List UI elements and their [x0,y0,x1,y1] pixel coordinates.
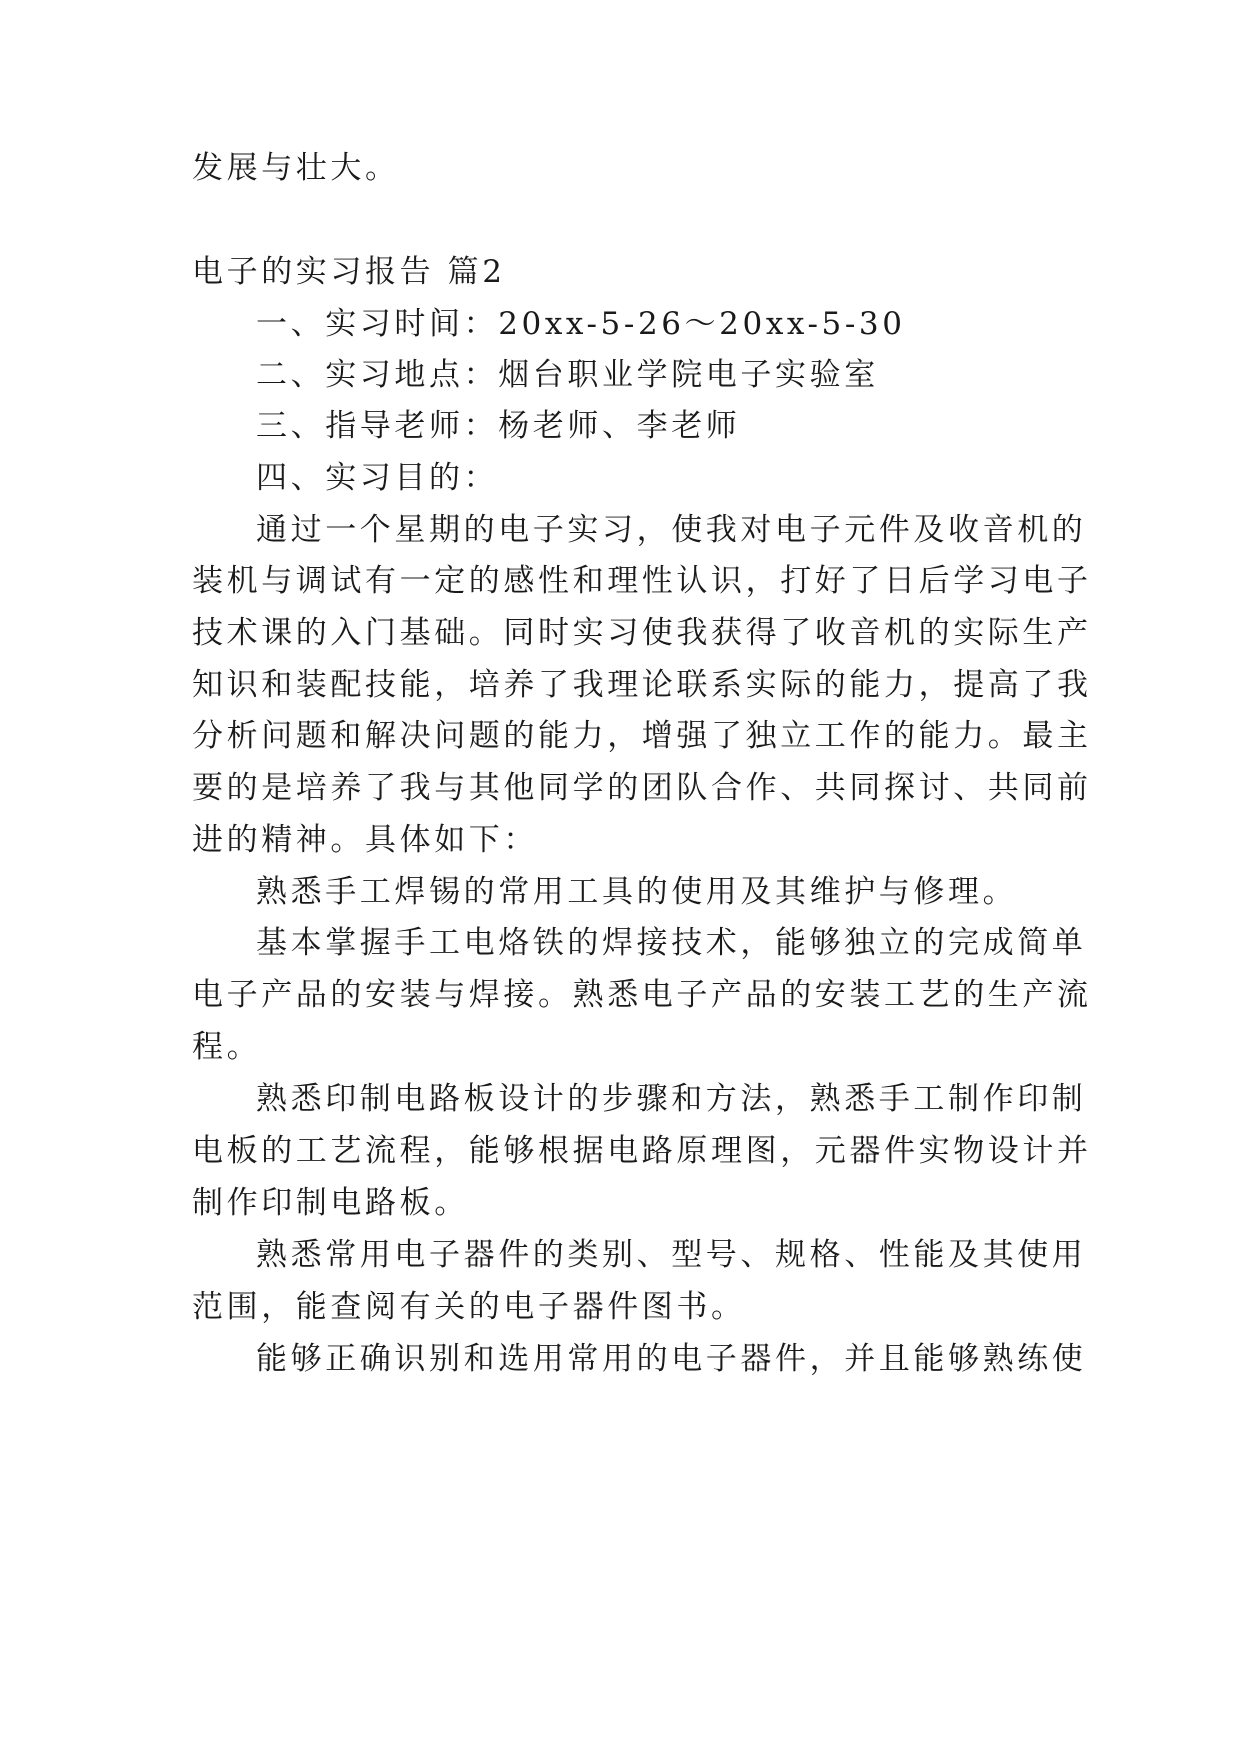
paragraph-line: 制作印制电路板。 [192,1185,469,1221]
paragraph-line: 装机与调试有一定的感性和理性认识，打好了日后学习电子 [192,563,1092,599]
paragraph-line: 能够正确识别和选用常用的电子器件，并且能够熟练使 [256,1341,1087,1377]
paragraph-line: 技术课的入门基础。同时实习使我获得了收音机的实际生产 [192,615,1092,651]
paragraph-line: 熟悉常用电子器件的类别、型号、规格、性能及其使用 [256,1237,1087,1273]
item-instructors: 三、指导老师：杨老师、李老师 [256,408,741,444]
section-title: 电子的实习报告 篇2 [192,254,506,290]
continuation-text: 发展与壮大。 [192,150,400,186]
paragraph-line: 基本掌握手工电烙铁的焊接技术，能够独立的完成简单 [256,925,1087,961]
paragraph-line: 分析问题和解决问题的能力，增强了独立工作的能力。最主 [192,718,1092,754]
paragraph-line: 熟悉手工焊锡的常用工具的使用及其维护与修理。 [256,874,1018,910]
paragraph-line: 范围，能查阅有关的电子器件图书。 [192,1289,746,1325]
paragraph-line: 知识和装配技能，培养了我理论联系实际的能力，提高了我 [192,667,1092,703]
item-internship-place: 二、实习地点：烟台职业学院电子实验室 [256,357,879,393]
paragraph-line: 要的是培养了我与其他同学的团队合作、共同探讨、共同前 [192,770,1092,806]
paragraph-line: 程。 [192,1029,262,1065]
item-internship-purpose: 四、实习目的： [256,460,499,496]
item-internship-time: 一、实习时间：20xx-5-26～20xx-5-30 [256,306,906,342]
paragraph-line: 电子产品的安装与焊接。熟悉电子产品的安装工艺的生产流 [192,977,1092,1013]
paragraph-line: 通过一个星期的电子实习，使我对电子元件及收音机的 [256,512,1087,548]
paragraph-line: 进的精神。具体如下： [192,822,538,858]
paragraph-line: 熟悉印制电路板设计的步骤和方法，熟悉手工制作印制 [256,1081,1087,1117]
paragraph-line: 电板的工艺流程，能够根据电路原理图，元器件实物设计并 [192,1133,1092,1169]
